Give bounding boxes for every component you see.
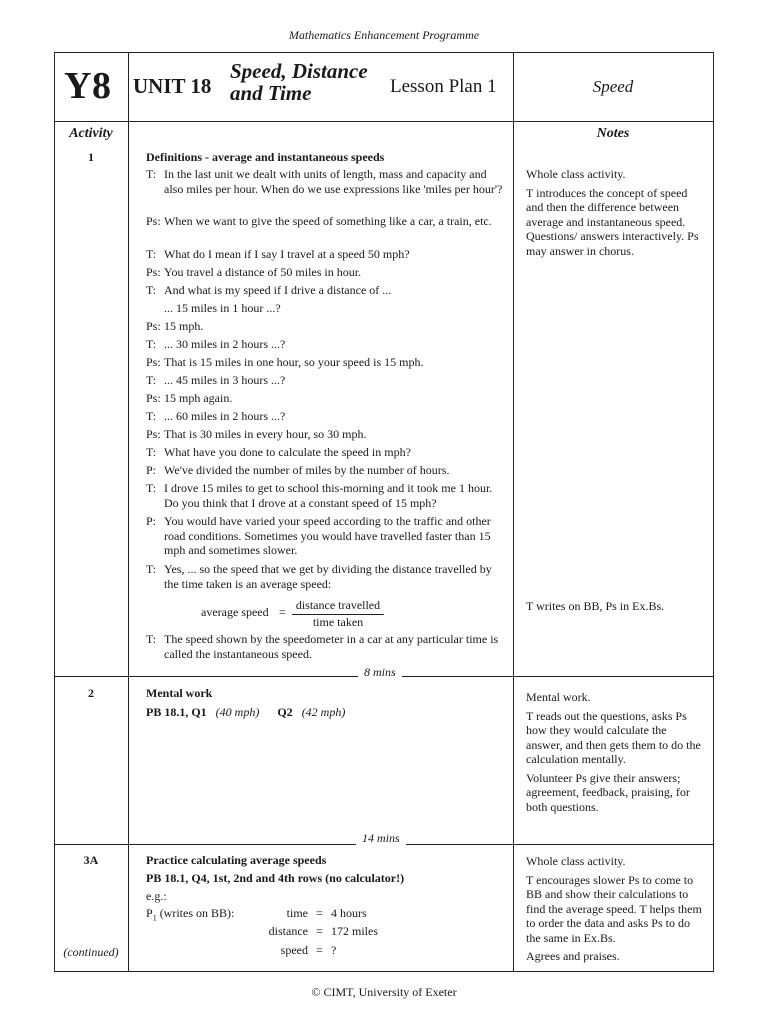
note-text: Agrees and praises. [526, 949, 620, 963]
dialogue-line [146, 391, 504, 406]
formula-lhs: average speed [201, 605, 269, 619]
speaker: Ps: [146, 214, 161, 228]
dialogue-text: Yes, ... so the speed that we get by dividing the distance travelled by the time taken is an average speed: [164, 562, 492, 591]
dialogue-text: What have you done to calculate the speed in mph? [164, 445, 411, 459]
dialogue-line [146, 562, 504, 591]
pupil-action: (writes on BB): [159, 906, 235, 920]
year-label: Y8 [64, 65, 112, 107]
dialogue-text: ... 15 miles in 1 hour ...? [164, 301, 281, 315]
row-value: 4 hours [331, 906, 367, 920]
activity-column-heading: Activity [69, 126, 113, 141]
activity-1-formula-note: T writes on BB, Ps in Ex.Bs. [526, 599, 665, 613]
dialogue-text: That is 30 miles in every hour, so 30 mph. [164, 427, 367, 441]
note-text: Whole class activity. [526, 167, 626, 181]
dialogue-line [146, 445, 504, 460]
dialogue-line [146, 632, 504, 661]
dialogue-line [146, 214, 504, 229]
dialogue-text: ... 60 miles in 2 hours ...? [164, 409, 286, 423]
unit-topic-line2: and Time [230, 81, 312, 105]
dialogue-line [146, 265, 504, 280]
dialogue-line [146, 373, 504, 388]
pupil-subscript: 1 [152, 913, 157, 923]
activity-3a-heading: Practice calculating average speeds [146, 853, 327, 867]
note-text: T introduces the concept of speed and then the difference between average and instantaneous speed. Questions/ answers interactively. Ps may answer in chorus. [526, 185, 699, 258]
dialogue-line [146, 247, 504, 262]
dialogue-line [146, 481, 504, 510]
speaker: Ps: [146, 427, 161, 441]
copyright-footer: © CIMT, University of Exeter [311, 985, 457, 999]
dialogue-text: We've divided the number of miles by the number of hours. [164, 463, 450, 477]
dialogue-text: In the last unit we dealt with units of length, mass and capacity and also miles per hour. When do we use expressions like 'miles per hour'? [164, 167, 503, 196]
dialogue-text: When we want to give the speed of something like a car, a train, etc. [164, 214, 492, 228]
activity-1-number: 1 [88, 150, 94, 164]
unit-topic-line1: Speed, Distance [230, 59, 368, 83]
frame-right [713, 52, 714, 971]
speaker: T: [146, 247, 157, 261]
pb-reference: PB 18.1, Q1 [146, 705, 207, 719]
pupil-letter: P [146, 906, 153, 920]
activity-2-notes [526, 690, 704, 818]
q1-answer: (40 mph) [215, 705, 260, 719]
row-label: distance [268, 924, 308, 938]
lesson-title: Speed [592, 77, 634, 96]
dialogue-text: That is 15 miles in one hour, so your speed is 15 mph. [164, 355, 424, 369]
activity-2-ref-line [146, 705, 504, 720]
separator-line [54, 676, 128, 677]
frame-bottom [54, 971, 714, 972]
dialogue-text: ... 45 miles in 3 hours ...? [164, 373, 286, 387]
dialogue-line [146, 355, 504, 370]
unit-label: UNIT 18 [133, 74, 212, 98]
speaker: P: [146, 514, 157, 528]
speaker: T: [146, 409, 157, 423]
dialogue-line [146, 427, 504, 442]
activity-1-time: 8 mins [358, 665, 402, 680]
activity-1-notes [526, 167, 704, 262]
year-divider [128, 52, 129, 971]
row-equals: = [316, 906, 323, 920]
note-text: T reads out the questions, asks Ps how they would calculate the answer, and then gets them to do the calculation mentally. [526, 708, 701, 766]
speaker: T: [146, 445, 157, 459]
activity-3a-number: 3A [83, 853, 99, 867]
speaker: Ps: [146, 355, 161, 369]
speaker: P: [146, 463, 157, 477]
note-text: T encourages slower Ps to come to BB and show their calculations to find the average speed. T helps them to order the data and asks Ps to do the same in Ex.Bs. [526, 872, 702, 945]
row-label: speed [280, 943, 308, 957]
dialogue-line [146, 337, 504, 352]
note-text: Volunteer Ps give their answers; agreement, feedback, praising, for both questions. [526, 770, 690, 814]
example-label: e.g.: [146, 889, 167, 903]
dialogue-text: And what is my speed if I drive a distance of ... [164, 283, 392, 297]
row-value: ? [331, 943, 337, 957]
row-value: 172 miles [331, 924, 378, 938]
dialogue-line [146, 283, 504, 298]
note-text: Mental work. [526, 690, 591, 704]
dialogue-line [146, 301, 504, 316]
activity-3a-reference: PB 18.1, Q4, 1st, 2nd and 4th rows (no calculator!) [146, 871, 405, 885]
dialogue-text: I drove 15 miles to get to school this-morning and it took me 1 hour. Do you think that I drove at a constant speed of 15 mph? [164, 481, 493, 510]
speaker: Ps: [146, 265, 161, 279]
dialogue-text: The speed shown by the speedometer in a car at any particular time is called the instantaneous speed. [164, 632, 499, 661]
row-equals: = [316, 943, 323, 957]
frame-top [54, 52, 714, 53]
dialogue-text: 15 mph. [164, 319, 204, 333]
speaker: T: [146, 562, 157, 576]
pupil-label [146, 906, 234, 922]
activity-2-number: 2 [88, 686, 94, 700]
programme-title: Mathematics Enhancement Programme [288, 28, 480, 42]
dialogue-text: What do I mean if I say I travel at a speed 50 mph? [164, 247, 410, 261]
q2-label: Q2 [277, 705, 293, 719]
formula-equals: = [279, 605, 286, 619]
speaker: T: [146, 283, 157, 297]
frame-left [54, 52, 55, 971]
speaker: T: [146, 337, 157, 351]
row-label: time [286, 906, 308, 920]
dialogue-line [146, 319, 504, 334]
speaker: Ps: [146, 319, 161, 333]
note-text: Whole class activity. [526, 854, 626, 868]
dialogue-line [146, 167, 504, 196]
formula-denominator: time taken [312, 615, 364, 629]
activity-2-time: 14 mins [356, 831, 406, 846]
activity-3a-notes [526, 854, 704, 968]
dialogue-text: You would have varied your speed according to the traffic and other road conditions. Sometimes you would have travelled faster than 15 mph and sometimes slower. [164, 514, 491, 557]
q2-answer: (42 mph) [301, 705, 346, 719]
notes-column-heading: Notes [596, 126, 630, 141]
dialogue-text: You travel a distance of 50 miles in hour. [164, 265, 362, 279]
dialogue-line [146, 409, 504, 424]
dialogue-text: ... 30 miles in 2 hours ...? [164, 337, 286, 351]
dialogue-line [146, 514, 504, 558]
row-equals: = [316, 924, 323, 938]
dialogue-line [146, 463, 504, 478]
formula-numerator: distance travelled [295, 598, 381, 612]
header-divider [54, 121, 714, 122]
dialogue-text: 15 mph again. [164, 391, 233, 405]
speaker: T: [146, 373, 157, 387]
notes-divider [513, 52, 514, 971]
separator-line [128, 676, 713, 677]
continued-label: (continued) [63, 945, 119, 959]
activity-2-heading: Mental work [146, 686, 213, 700]
speaker: Ps: [146, 391, 161, 405]
speaker: T: [146, 632, 157, 646]
unit-topic [230, 60, 368, 104]
lesson-label: Lesson Plan 1 [390, 76, 497, 97]
speaker: T: [146, 481, 157, 495]
speaker: T: [146, 167, 157, 181]
activity-1-heading: Definitions - average and instantaneous speeds [146, 150, 385, 164]
